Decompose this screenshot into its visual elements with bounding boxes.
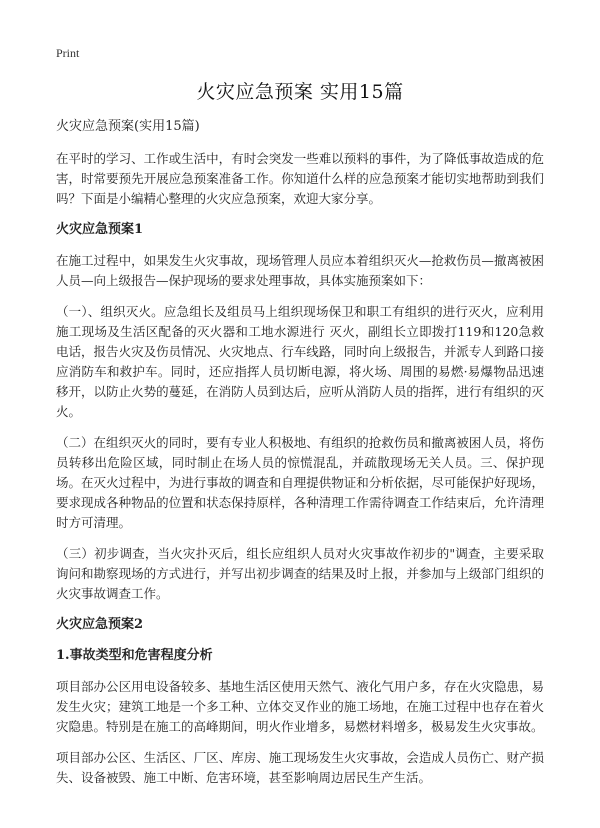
section-heading: 火灾应急预案2 (56, 617, 144, 632)
section-heading: 火灾应急预案1 (56, 222, 144, 237)
section-paragraph: （二）在组织灭火的同时，要有专业人积极地、有组织的抢救伤员和撤离被困人员，将伤员转移出危险区域，同时制止在场人员的惊慌混乱，并疏散现场无关人员。三、保护现场。在灭火过程中，为进行事故的调查和自理提供物证和分析依据，尽可能保护好现场，要求现成各种物品的位置和状态保持原样，各种清理工作需待调查工作结束后，允许清理时方可清理。 (56, 435, 544, 530)
document-body (56, 118, 544, 799)
section-paragraph: （一）、组织灭火。应急组长及组员马上组织现场保卫和职工有组织的进行灭火，应利用施工现场及生活区配备的灭火器和工地水源进行 灭火，副组长立即拨打119和120急救电话，报告火灾及伤员情况、火灾地点、行车线路，同时向上级报告，并派专人到路口接应消防车和救护车。同时，还应指挥人员切断电源，将火场、周围的易燃·易爆物品迅速移开，以防止火势的蔓延，在消防人员到达后，应听从消防人员的指挥，进行有组织的灭火。 (56, 304, 544, 419)
intro-paragraph: 在平时的学习、工作或生活中，有时会突发一些难以预料的事件，为了降低事故造成的危害，时常要预先开展应急预案准备工作。你知道什么样的应急预案才能切实地帮助到我们吗？下面是小编精心整理的火灾应急预案，欢迎大家分享。 (56, 151, 544, 206)
document-title: 火灾应急预案 实用15篇 (196, 81, 404, 103)
subsection-heading: 1.事故类型和危害程度分析 (56, 648, 213, 663)
section-paragraph: 项目部办公区、生活区、厂区、库房、施工现场发生火灾事故，会造成人员伤亡、财产损失、设备被毁、施工中断、危害环境，甚至影响周边居民生产生活。 (56, 750, 544, 785)
section-paragraph: 项目部办公区用电设备较多、基地生活区使用天然气、液化气用户多，存在火灾隐患，易发生火灾；建筑工地是一个多工种、立体交叉作业的施工场地，在施工过程中也存在着火灾隐患。特别是在施工的高峰期间，明火作业增多，易燃材料增多，极易发生火灾事故。 (56, 679, 544, 734)
section-paragraph: 在施工过程中，如果发生火灾事故，现场管理人员应本着组织灭火—抢救伤员—撤离被困人员—向上级报告—保护现场的要求处理事故，具体实施预案如下： (56, 253, 544, 288)
document-subtitle: 火灾应急预案(实用15篇) (56, 119, 200, 134)
section-paragraph: （三）初步调查，当火灾扑灭后，组长应组织人员对火灾事故作初步的"调查，主要采取询问和勘察现场的方式进行，并写出初步调查的结果及时上报，并参加与上级部门组织的火灾事故调查工作。 (56, 546, 544, 601)
print-link[interactable]: Print (56, 46, 80, 60)
